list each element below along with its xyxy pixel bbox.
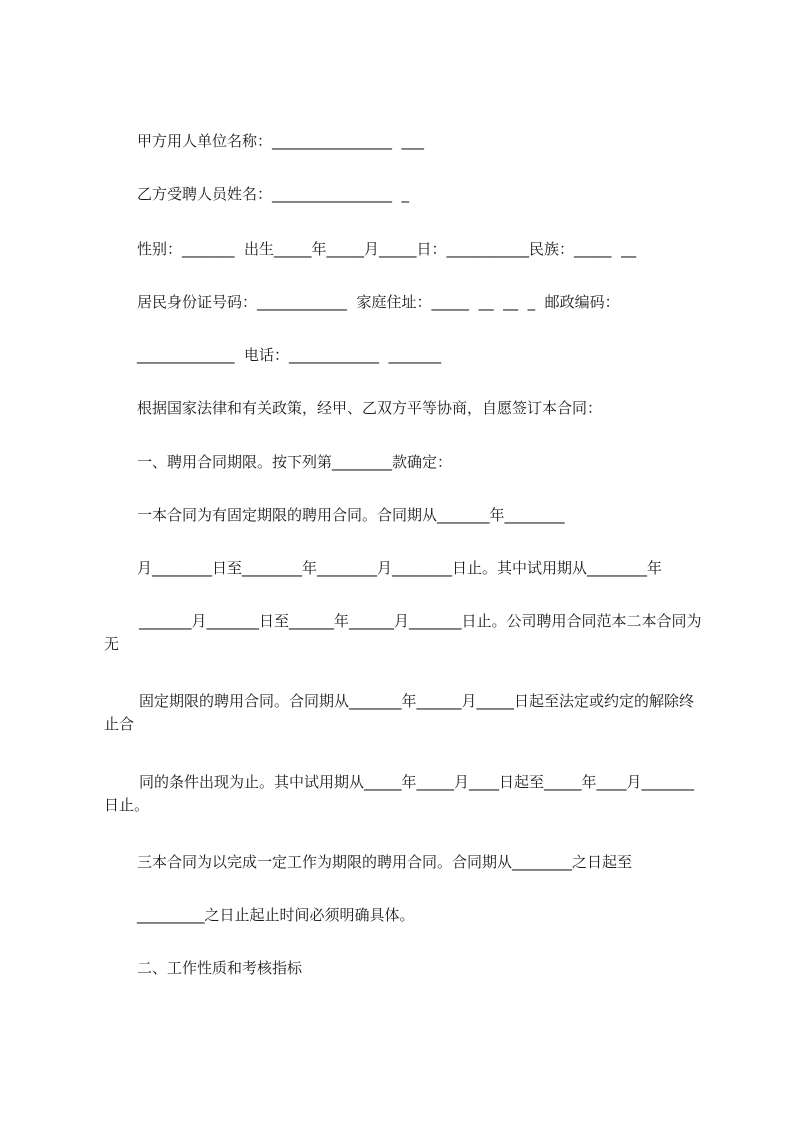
section-2-heading: 二、工作性质和考核指标 [137, 959, 303, 977]
preamble-paragraph: 根据国家法律和有关政策，经甲、乙双方平等协商，自愿签订本合同： [137, 399, 603, 417]
clause-3-line-1: 三本合同为以完成一定工作为期限的聘用合同。合同期从________之日起至 [137, 853, 633, 871]
employer-name-line: 甲方用人单位名称：________________ ___ [137, 132, 425, 150]
gender-birth-ethnicity-line: 性别：_______ 出生_____年_____月_____日：___________民族：_____ __ [137, 240, 637, 258]
clause-3-line-2: _________之日止起止时间必须明确具体。 [137, 906, 415, 924]
clause-1-line-2: 月________日至________年________月________日止。其中试用期从________年 [137, 559, 663, 577]
clause-2-paragraph-3: 同的条件出现为止。其中试用期从_____年_____月____日起至_____年____月_______日止。 [104, 773, 695, 814]
section-1-heading: 一、聘用合同期限。按下列第________款确定： [137, 453, 453, 471]
id-address-postcode-line: 居民身份证号码：____________ 家庭住址：_____ __ __ _ 邮政编码： [137, 293, 620, 311]
clause-2-paragraph-1: _______月_______日至______年______月_______日止。公司聘用合同范本二本合同为无 [104, 612, 702, 653]
phone-line: _____________ 电话：____________ _______ [137, 346, 442, 364]
employee-name-line: 乙方受聘人员姓名：________________ _ [137, 185, 410, 203]
clause-2-paragraph-2: 固定期限的聘用合同。合同期从_______年______月_____日起至法定或约定的解除终止合 [104, 692, 695, 733]
clause-1-line-1: 一本合同为有固定期限的聘用合同。合同期从_______年________ [137, 506, 565, 524]
